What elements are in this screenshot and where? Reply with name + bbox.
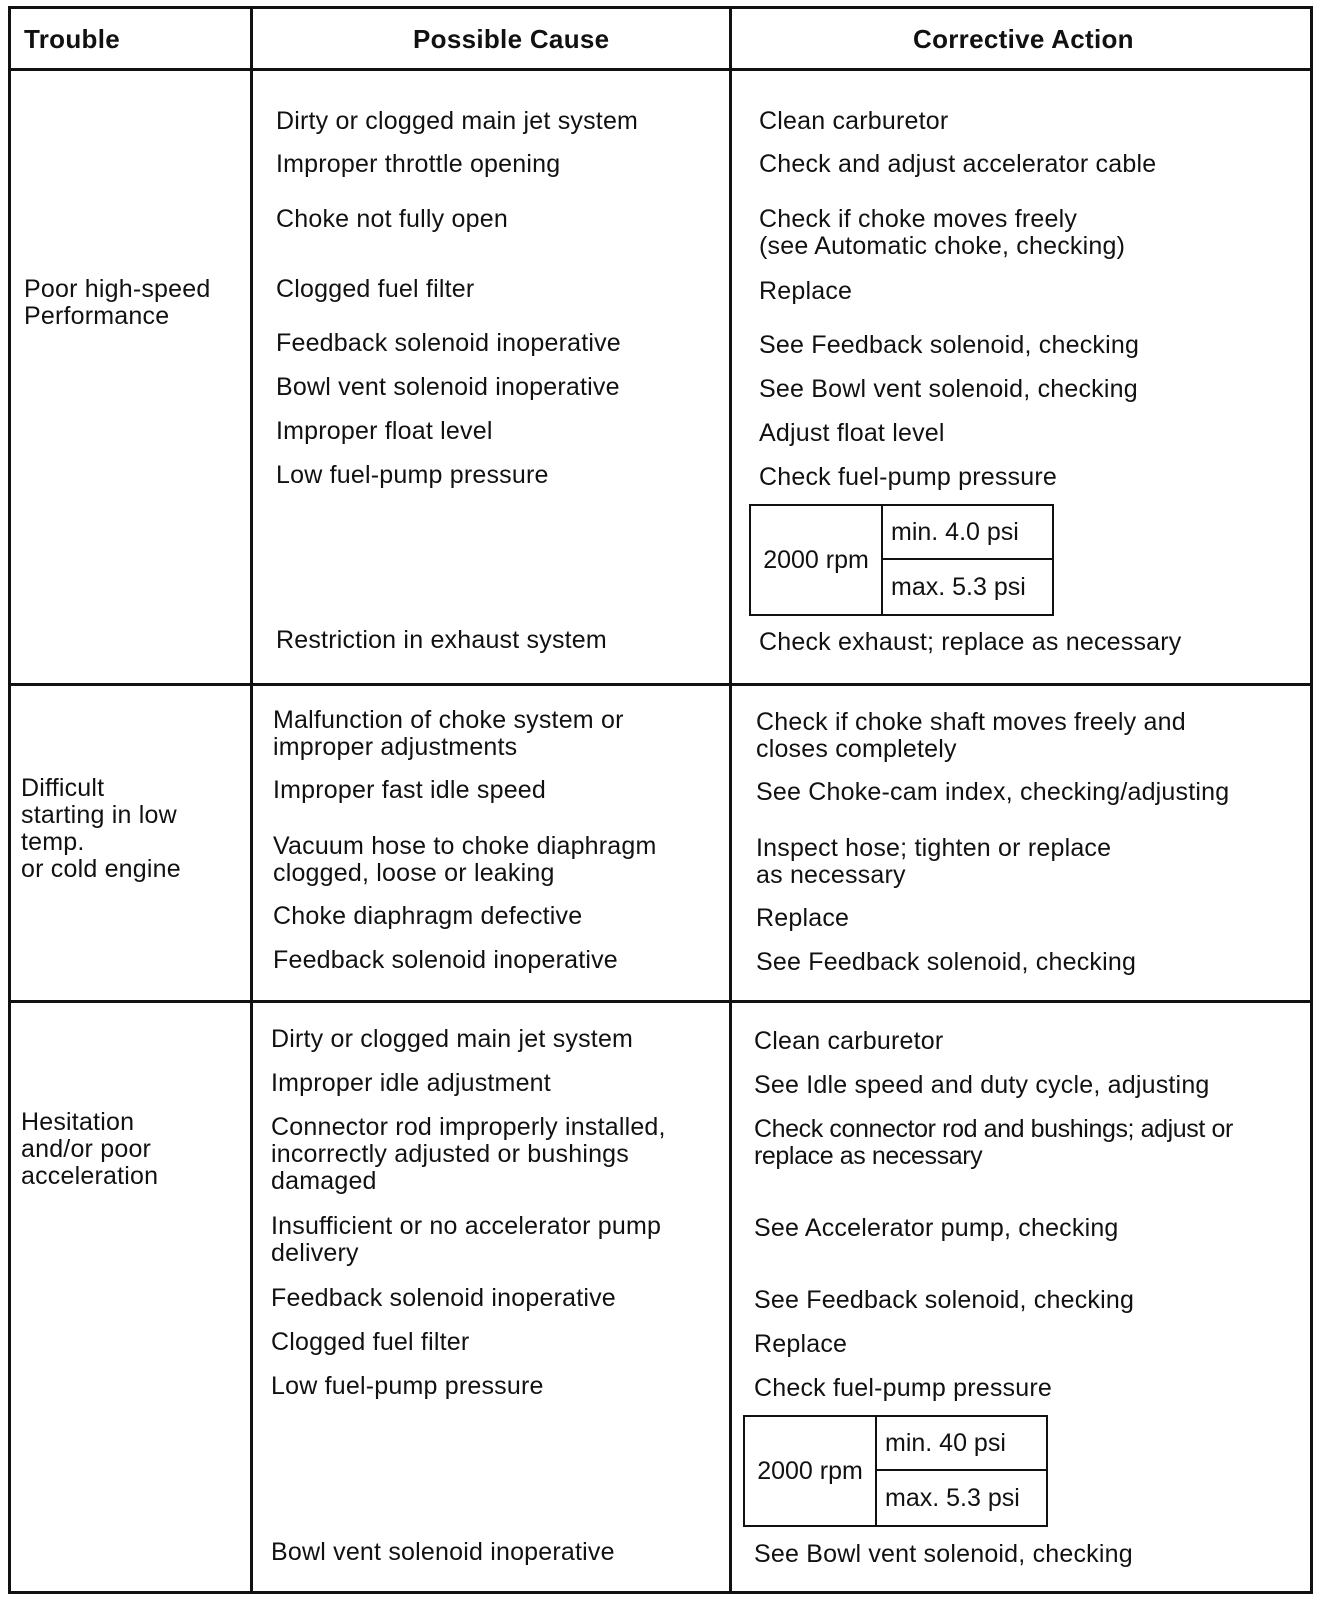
cause-text: Choke not fully open <box>276 205 508 233</box>
cause-text: Clogged fuel filter <box>276 275 475 303</box>
spec-min: min. 4.0 psi <box>883 506 1052 560</box>
action-text: Check if choke shaft moves freely and closes completely <box>756 708 1186 763</box>
action-text: Replace <box>756 904 850 932</box>
cause-text: Feedback solenoid inoperative <box>276 329 621 357</box>
spec-rpm: 2000 rpm <box>751 506 883 614</box>
action-text: Check exhaust; replace as necessary <box>759 628 1182 656</box>
action-text: Check connector rod and bushings; adjust or replace as necessary <box>754 1115 1233 1170</box>
column-divider-1 <box>250 6 253 1594</box>
action-text: See Idle speed and duty cycle, adjusting <box>754 1071 1210 1099</box>
cause-text: Improper float level <box>276 417 493 445</box>
cause-text: Feedback solenoid inoperative <box>273 946 618 974</box>
action-text: Inspect hose; tighten or replace as necessary <box>756 834 1112 889</box>
cause-text: Choke diaphragm defective <box>273 902 583 930</box>
trouble-hesitation: Hesitation and/or poor acceleration <box>21 1108 159 1190</box>
cause-text: Dirty or clogged main jet system <box>271 1025 634 1053</box>
header-possible-cause: Possible Cause <box>413 24 610 54</box>
action-text: Adjust float level <box>759 419 945 447</box>
cause-text: Bowl vent solenoid inoperative <box>271 1538 615 1566</box>
cause-text: Malfunction of choke system or improper adjustments <box>273 706 624 761</box>
cause-text: Insufficient or no accelerator pump delivery <box>271 1212 662 1267</box>
group-divider-1 <box>8 683 1313 686</box>
cause-text: Vacuum hose to choke diaphragm clogged, loose or leaking <box>273 832 657 887</box>
action-text: See Feedback solenoid, checking <box>756 948 1137 976</box>
cause-text: Feedback solenoid inoperative <box>271 1284 616 1312</box>
action-text: See Feedback solenoid, checking <box>759 331 1140 359</box>
action-text: Check fuel-pump pressure <box>759 463 1057 491</box>
cause-text: Improper fast idle speed <box>273 776 547 804</box>
cause-text: Restriction in exhaust system <box>276 626 607 654</box>
action-text: Check fuel-pump pressure <box>754 1374 1052 1402</box>
trouble-poor-high-speed: Poor high-speed Performance <box>24 275 211 330</box>
header-trouble: Trouble <box>24 24 120 54</box>
cause-text: Improper throttle opening <box>276 150 561 178</box>
pressure-spec-box <box>743 1415 1048 1527</box>
spec-max: max. 5.3 psi <box>891 572 1026 601</box>
action-text: See Accelerator pump, checking <box>754 1214 1119 1242</box>
action-text: Clean carburetor <box>759 107 949 135</box>
action-text: Replace <box>759 277 853 305</box>
cause-text: Dirty or clogged main jet system <box>276 107 639 135</box>
action-text: See Feedback solenoid, checking <box>754 1286 1135 1314</box>
cause-text: Improper idle adjustment <box>271 1069 551 1097</box>
cause-text: Connector rod improperly installed, incorrectly adjusted or bushings damaged <box>271 1113 666 1195</box>
column-divider-2 <box>729 6 732 1594</box>
action-text: Clean carburetor <box>754 1027 944 1055</box>
spec-min: min. 40 psi <box>877 1417 1046 1471</box>
spec-max: max. 5.3 psi <box>885 1483 1020 1512</box>
cause-text: Low fuel-pump pressure <box>271 1372 544 1400</box>
action-text: See Bowl vent solenoid, checking <box>754 1540 1133 1568</box>
pressure-spec-box <box>749 504 1054 616</box>
spec-rpm: 2000 rpm <box>745 1417 877 1525</box>
cause-text: Clogged fuel filter <box>271 1328 470 1356</box>
group-divider-2 <box>8 1000 1313 1003</box>
header-divider <box>8 68 1313 71</box>
header-corrective-action: Corrective Action <box>913 24 1134 54</box>
trouble-difficult-starting: Difficult starting in low temp. or cold engine <box>21 774 181 883</box>
action-text: Check if choke moves freely (see Automatic choke, checking) <box>759 205 1126 260</box>
action-text: See Choke-cam index, checking/adjusting <box>756 778 1230 806</box>
action-text: See Bowl vent solenoid, checking <box>759 375 1138 403</box>
action-text: Replace <box>754 1330 848 1358</box>
cause-text: Low fuel-pump pressure <box>276 461 549 489</box>
action-text: Check and adjust accelerator cable <box>759 150 1157 178</box>
cause-text: Bowl vent solenoid inoperative <box>276 373 620 401</box>
